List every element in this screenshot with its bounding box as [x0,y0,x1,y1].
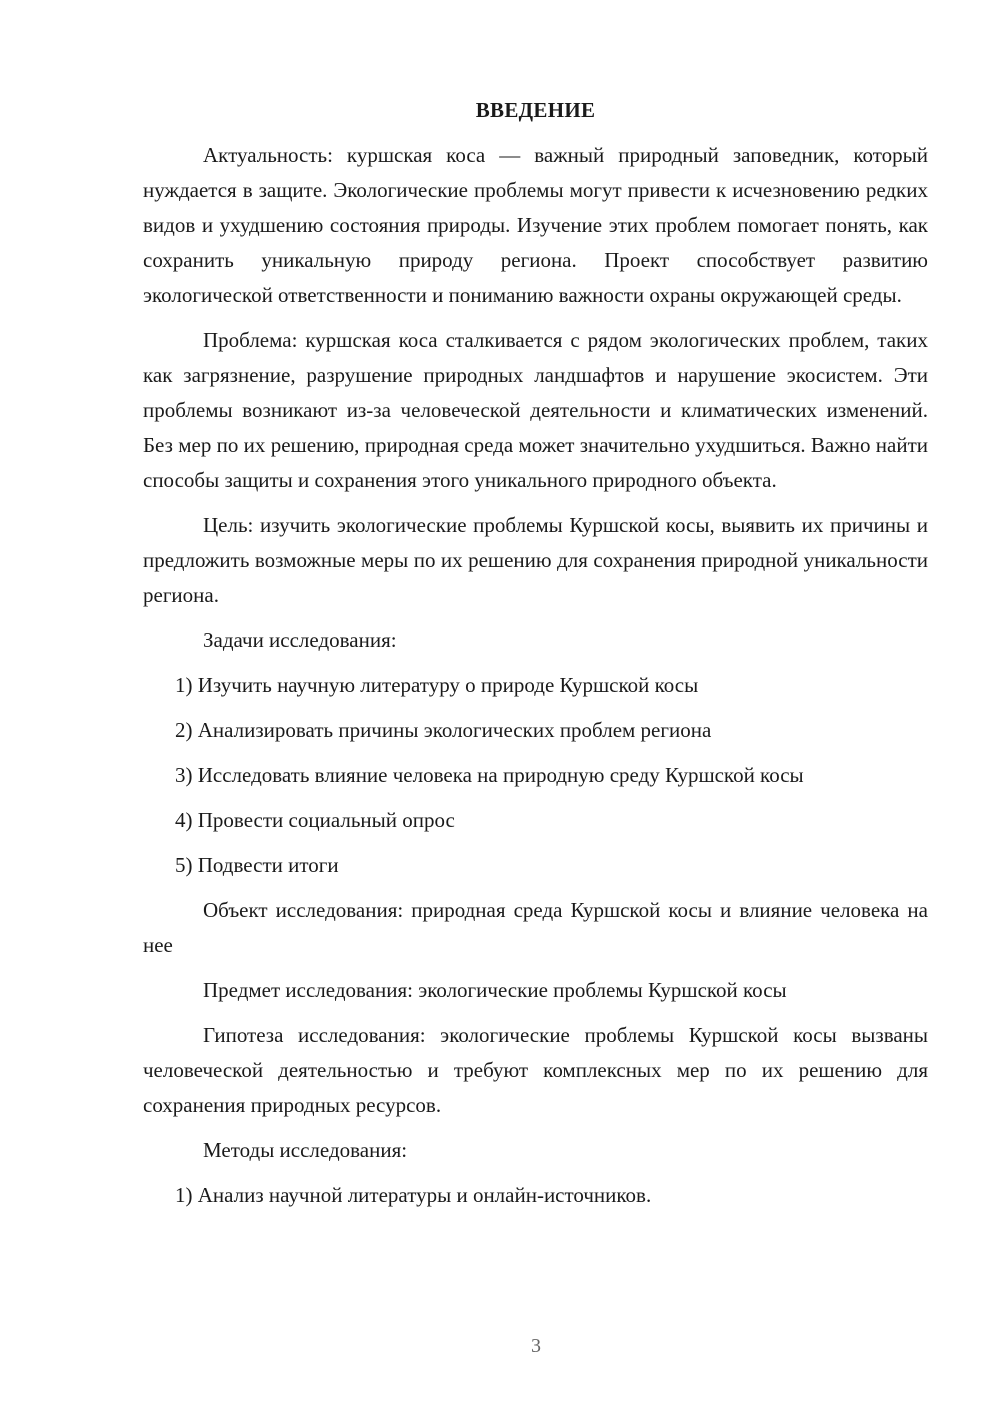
subject-paragraph: Предмет исследования: экологические проблемы Куршской косы [203,978,787,1002]
methods-heading: Методы исследования: [203,1138,408,1162]
method-item-1: 1) Анализ научной литературы и онлайн-источников. [175,1183,652,1207]
task-item-5: 5) Подвести итоги [175,853,339,877]
task-item-2: 2) Анализировать причины экологических проблем региона [175,718,712,742]
object-paragraph: Объект исследования: природная среда Куршской косы и влияние человека на нее [143,898,928,957]
tasks-heading: Задачи исследования: [203,628,397,652]
goal-paragraph: Цель: изучить экологические проблемы Куршской косы, выявить их причины и предложить возможные меры по их решению для сохранения природной уникальности региона. [143,513,928,607]
task-item-1: 1) Изучить научную литературу о природе Куршской косы [175,673,699,697]
page-number: 3 [531,1335,541,1357]
document-page [143,96,928,1223]
task-item-3: 3) Исследовать влияние человека на природную среду Куршской косы [175,763,804,787]
task-item-4: 4) Провести социальный опрос [175,808,455,832]
relevance-paragraph: Актуальность: куршская коса — важный природный заповедник, который нуждается в защите. Экологические проблемы могут привести к исчезновению редких видов и ухудшению состояния природы. Изучение этих проблем помогает понять, как сохранить уникальную природу региона. Проект способствует развитию экологической ответственности и пониманию важности охраны окружающей среды. [143,143,928,307]
hypothesis-paragraph: Гипотеза исследования: экологические проблемы Куршской косы вызваны человеческой деятельностью и требуют комплексных мер по их решению для сохранения природных ресурсов. [143,1023,928,1117]
section-title: ВВЕДЕНИЕ [475,98,596,122]
problem-paragraph: Проблема: куршская коса сталкивается с рядом экологических проблем, таких как загрязнение, разрушение природных ландшафтов и нарушение экосистем. Эти проблемы возникают из-за человеческой деятельности и климатических изменений. Без мер по их решению, природная среда может значительно ухудшиться. Важно найти способы защиты и сохранения этого уникального природного объекта. [143,328,928,492]
